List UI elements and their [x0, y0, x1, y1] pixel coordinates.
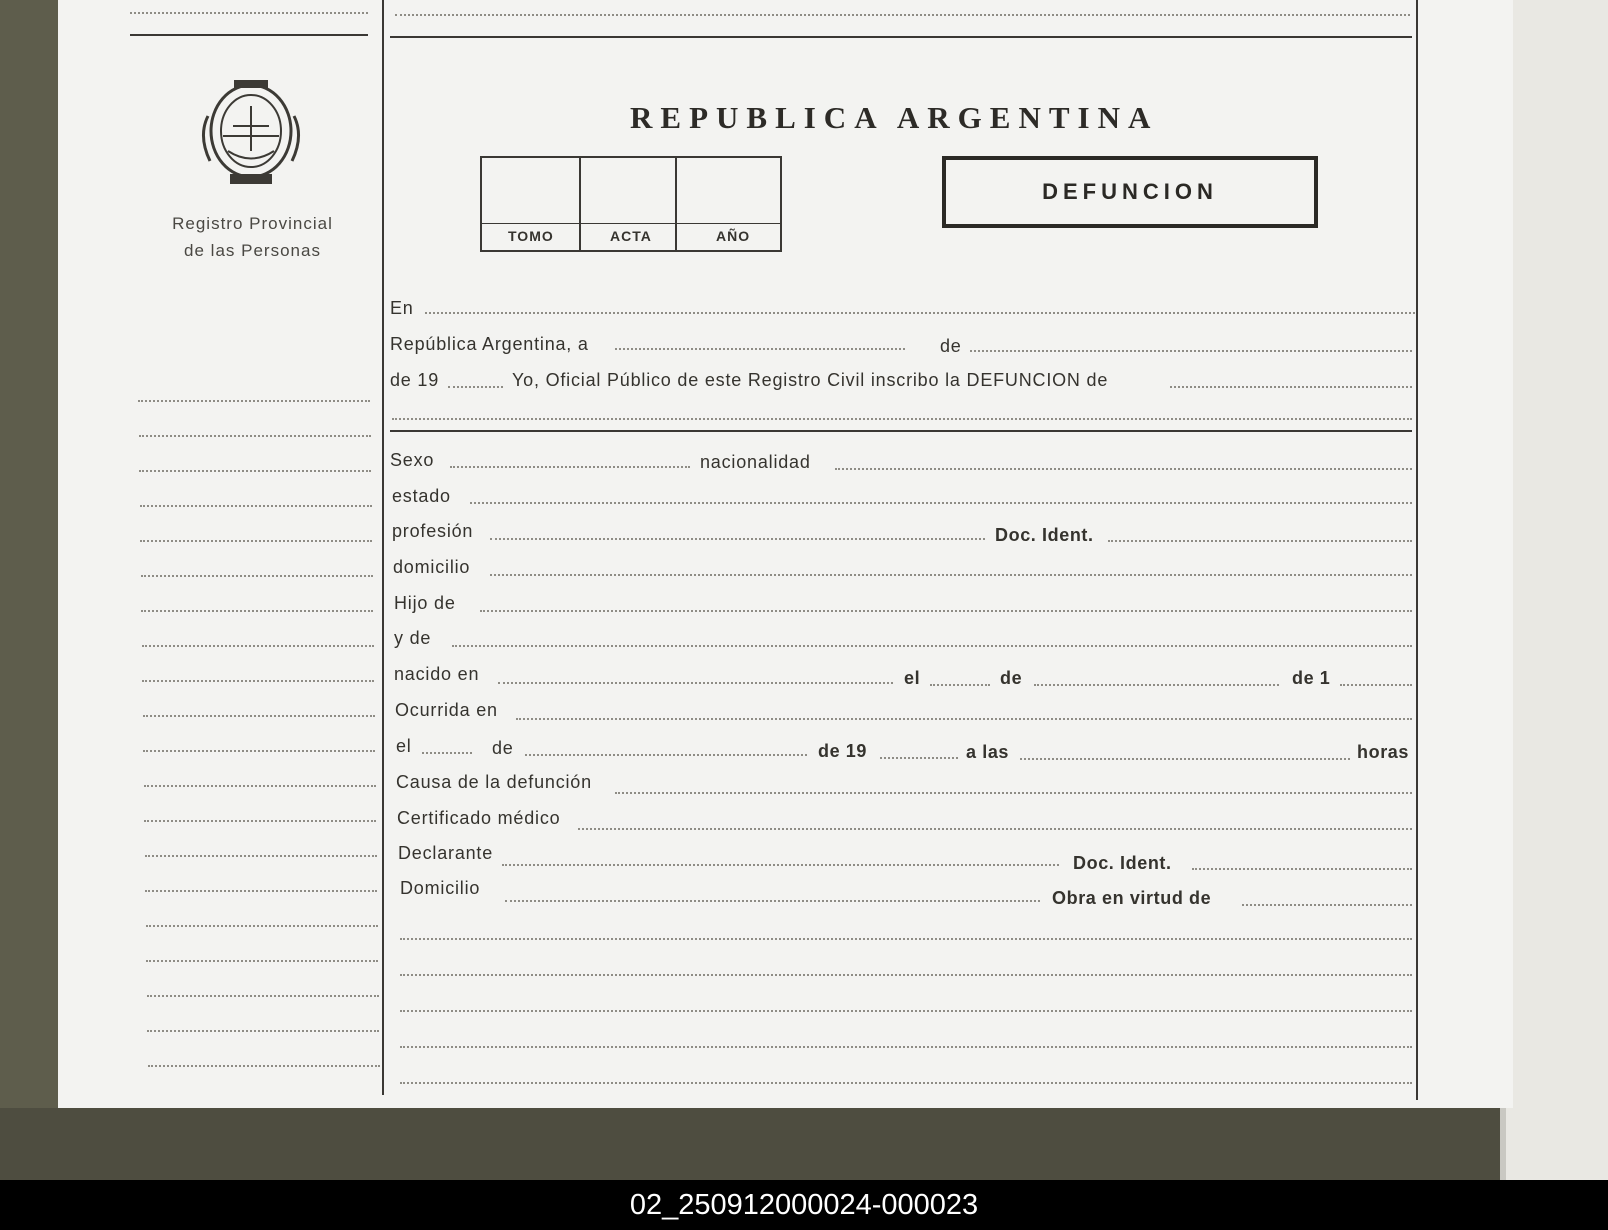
field-day[interactable] [615, 348, 905, 350]
label-domicilio: domicilio [393, 557, 471, 577]
left-margin-line[interactable] [148, 1065, 380, 1067]
left-margin-line[interactable] [147, 1030, 379, 1032]
page-title: REPUBLICA ARGENTINA [630, 100, 1159, 135]
label-yo: Yo, Oficial Público de este Registro Civil inscribo la DEFUNCION de [512, 370, 1109, 390]
field-ocurrida-dia[interactable] [422, 752, 472, 754]
main-top-rule [390, 36, 1412, 38]
label-horas: horas [1357, 742, 1410, 762]
label-ocurrida-en: Ocurrida en [395, 700, 498, 720]
field-estado[interactable] [470, 502, 1412, 504]
field-hora[interactable] [1020, 758, 1350, 760]
acta-field[interactable]: ACTA [610, 228, 652, 244]
field-nacido-dia[interactable] [930, 684, 990, 686]
label-domicilio-2: Domicilio [400, 878, 481, 898]
record-box-divider-2 [675, 158, 677, 250]
left-margin-line[interactable] [139, 470, 371, 472]
left-margin-line[interactable] [144, 820, 376, 822]
left-margin-line[interactable] [139, 435, 371, 437]
field-nacionalidad[interactable] [835, 468, 1412, 470]
registry-line-2: de las Personas [184, 241, 321, 260]
label-certificado: Certificado médico [397, 808, 561, 828]
label-sexo: Sexo [390, 450, 435, 470]
label-causa: Causa de la defunción [396, 772, 592, 792]
label-republica: República Argentina, a [390, 334, 589, 354]
field-en[interactable] [425, 312, 1415, 314]
main-top-dotted [395, 14, 1410, 16]
left-margin-line[interactable] [144, 785, 376, 787]
left-margin-line[interactable] [142, 645, 374, 647]
label-nacido-de1: de 1 [1292, 668, 1331, 688]
field-hijo-de[interactable] [480, 610, 1412, 612]
notes-line[interactable] [400, 1046, 1412, 1048]
left-margin-line[interactable] [145, 890, 377, 892]
right-page-edge [1500, 0, 1608, 1180]
label-ocurrida-de: de [492, 738, 514, 758]
field-nacido-ano[interactable] [1340, 684, 1412, 686]
field-ocurrida-en[interactable] [516, 718, 1412, 720]
coat-of-arms-seal [198, 76, 304, 192]
label-hijo-de: Hijo de [394, 593, 456, 613]
left-margin-line[interactable] [140, 505, 372, 507]
notes-line[interactable] [400, 974, 1412, 976]
record-box-separator [482, 223, 780, 224]
left-margin-line[interactable] [141, 610, 373, 612]
record-box-divider-1 [579, 158, 581, 250]
field-sexo[interactable] [450, 466, 690, 468]
notes-line[interactable] [400, 1082, 1412, 1084]
left-margin-line[interactable] [143, 715, 375, 717]
label-obra: Obra en virtud de [1052, 888, 1212, 908]
field-doc-ident-1[interactable] [1108, 540, 1412, 542]
label-declarante: Declarante [398, 843, 494, 863]
notes-line[interactable] [400, 938, 1412, 940]
field-deceased-name[interactable] [1170, 386, 1412, 388]
label-doc-ident-2: Doc. Ident. [1073, 853, 1172, 873]
form-right-border [1416, 0, 1418, 1100]
field-declarante[interactable] [502, 864, 1059, 866]
field-doc-ident-2[interactable] [1192, 868, 1412, 870]
notes-line[interactable] [400, 1010, 1412, 1012]
record-type-box: DEFUNCION [942, 156, 1318, 228]
left-margin-line[interactable] [147, 995, 379, 997]
registry-name [150, 210, 355, 264]
label-doc-ident-1: Doc. Ident. [995, 525, 1094, 545]
field-nacido-en[interactable] [498, 682, 893, 684]
field-certificado[interactable] [578, 828, 1412, 830]
image-id-caption: 02_250912000024-000023 [0, 1180, 1608, 1230]
registry-line-1: Registro Provincial [172, 214, 333, 233]
left-margin-line[interactable] [146, 925, 378, 927]
field-domicilio[interactable] [490, 574, 1412, 576]
label-ocurrida-de19: de 19 [818, 741, 868, 761]
record-number-box [480, 156, 782, 252]
left-margin-line[interactable] [146, 960, 378, 962]
section-rule [390, 430, 1412, 432]
tomo-field[interactable]: TOMO [508, 228, 554, 244]
left-margin-line[interactable] [145, 855, 377, 857]
label-nacido-el: el [904, 668, 921, 688]
field-nacido-mes[interactable] [1034, 684, 1279, 686]
left-margin-line[interactable] [142, 680, 374, 682]
field-deceased-name-2[interactable] [392, 418, 1412, 420]
field-profesion[interactable] [490, 538, 985, 540]
field-domicilio-2[interactable] [505, 900, 1040, 902]
left-margin-line[interactable] [140, 540, 372, 542]
left-top-rule [130, 34, 368, 36]
field-obra[interactable] [1242, 904, 1412, 906]
label-nacido-en: nacido en [394, 664, 480, 684]
label-profesion: profesión [392, 521, 474, 541]
label-de19: de 19 [390, 370, 440, 390]
label-nacionalidad: nacionalidad [700, 452, 811, 472]
book-cover-bottom [0, 1108, 1500, 1180]
label-en: En [390, 298, 414, 318]
label-de: de [940, 336, 962, 356]
left-top-dotted [130, 12, 368, 14]
field-ocurrida-ano[interactable] [880, 757, 958, 759]
label-y-de: y de [394, 628, 432, 648]
label-a-las: a las [966, 742, 1010, 762]
column-divider [382, 0, 384, 1095]
field-ocurrida-mes[interactable] [525, 754, 807, 756]
label-nacido-de: de [1000, 668, 1023, 688]
left-margin-line[interactable] [141, 575, 373, 577]
left-margin-line[interactable] [143, 750, 375, 752]
field-causa[interactable] [615, 792, 1412, 794]
field-month[interactable] [970, 350, 1412, 352]
label-ocurrida-el: el [396, 736, 412, 756]
label-estado: estado [392, 486, 451, 506]
field-y-de[interactable] [452, 645, 1412, 647]
field-year[interactable] [448, 386, 503, 388]
ano-field[interactable]: AÑO [716, 228, 751, 244]
left-margin-line[interactable] [138, 400, 370, 402]
